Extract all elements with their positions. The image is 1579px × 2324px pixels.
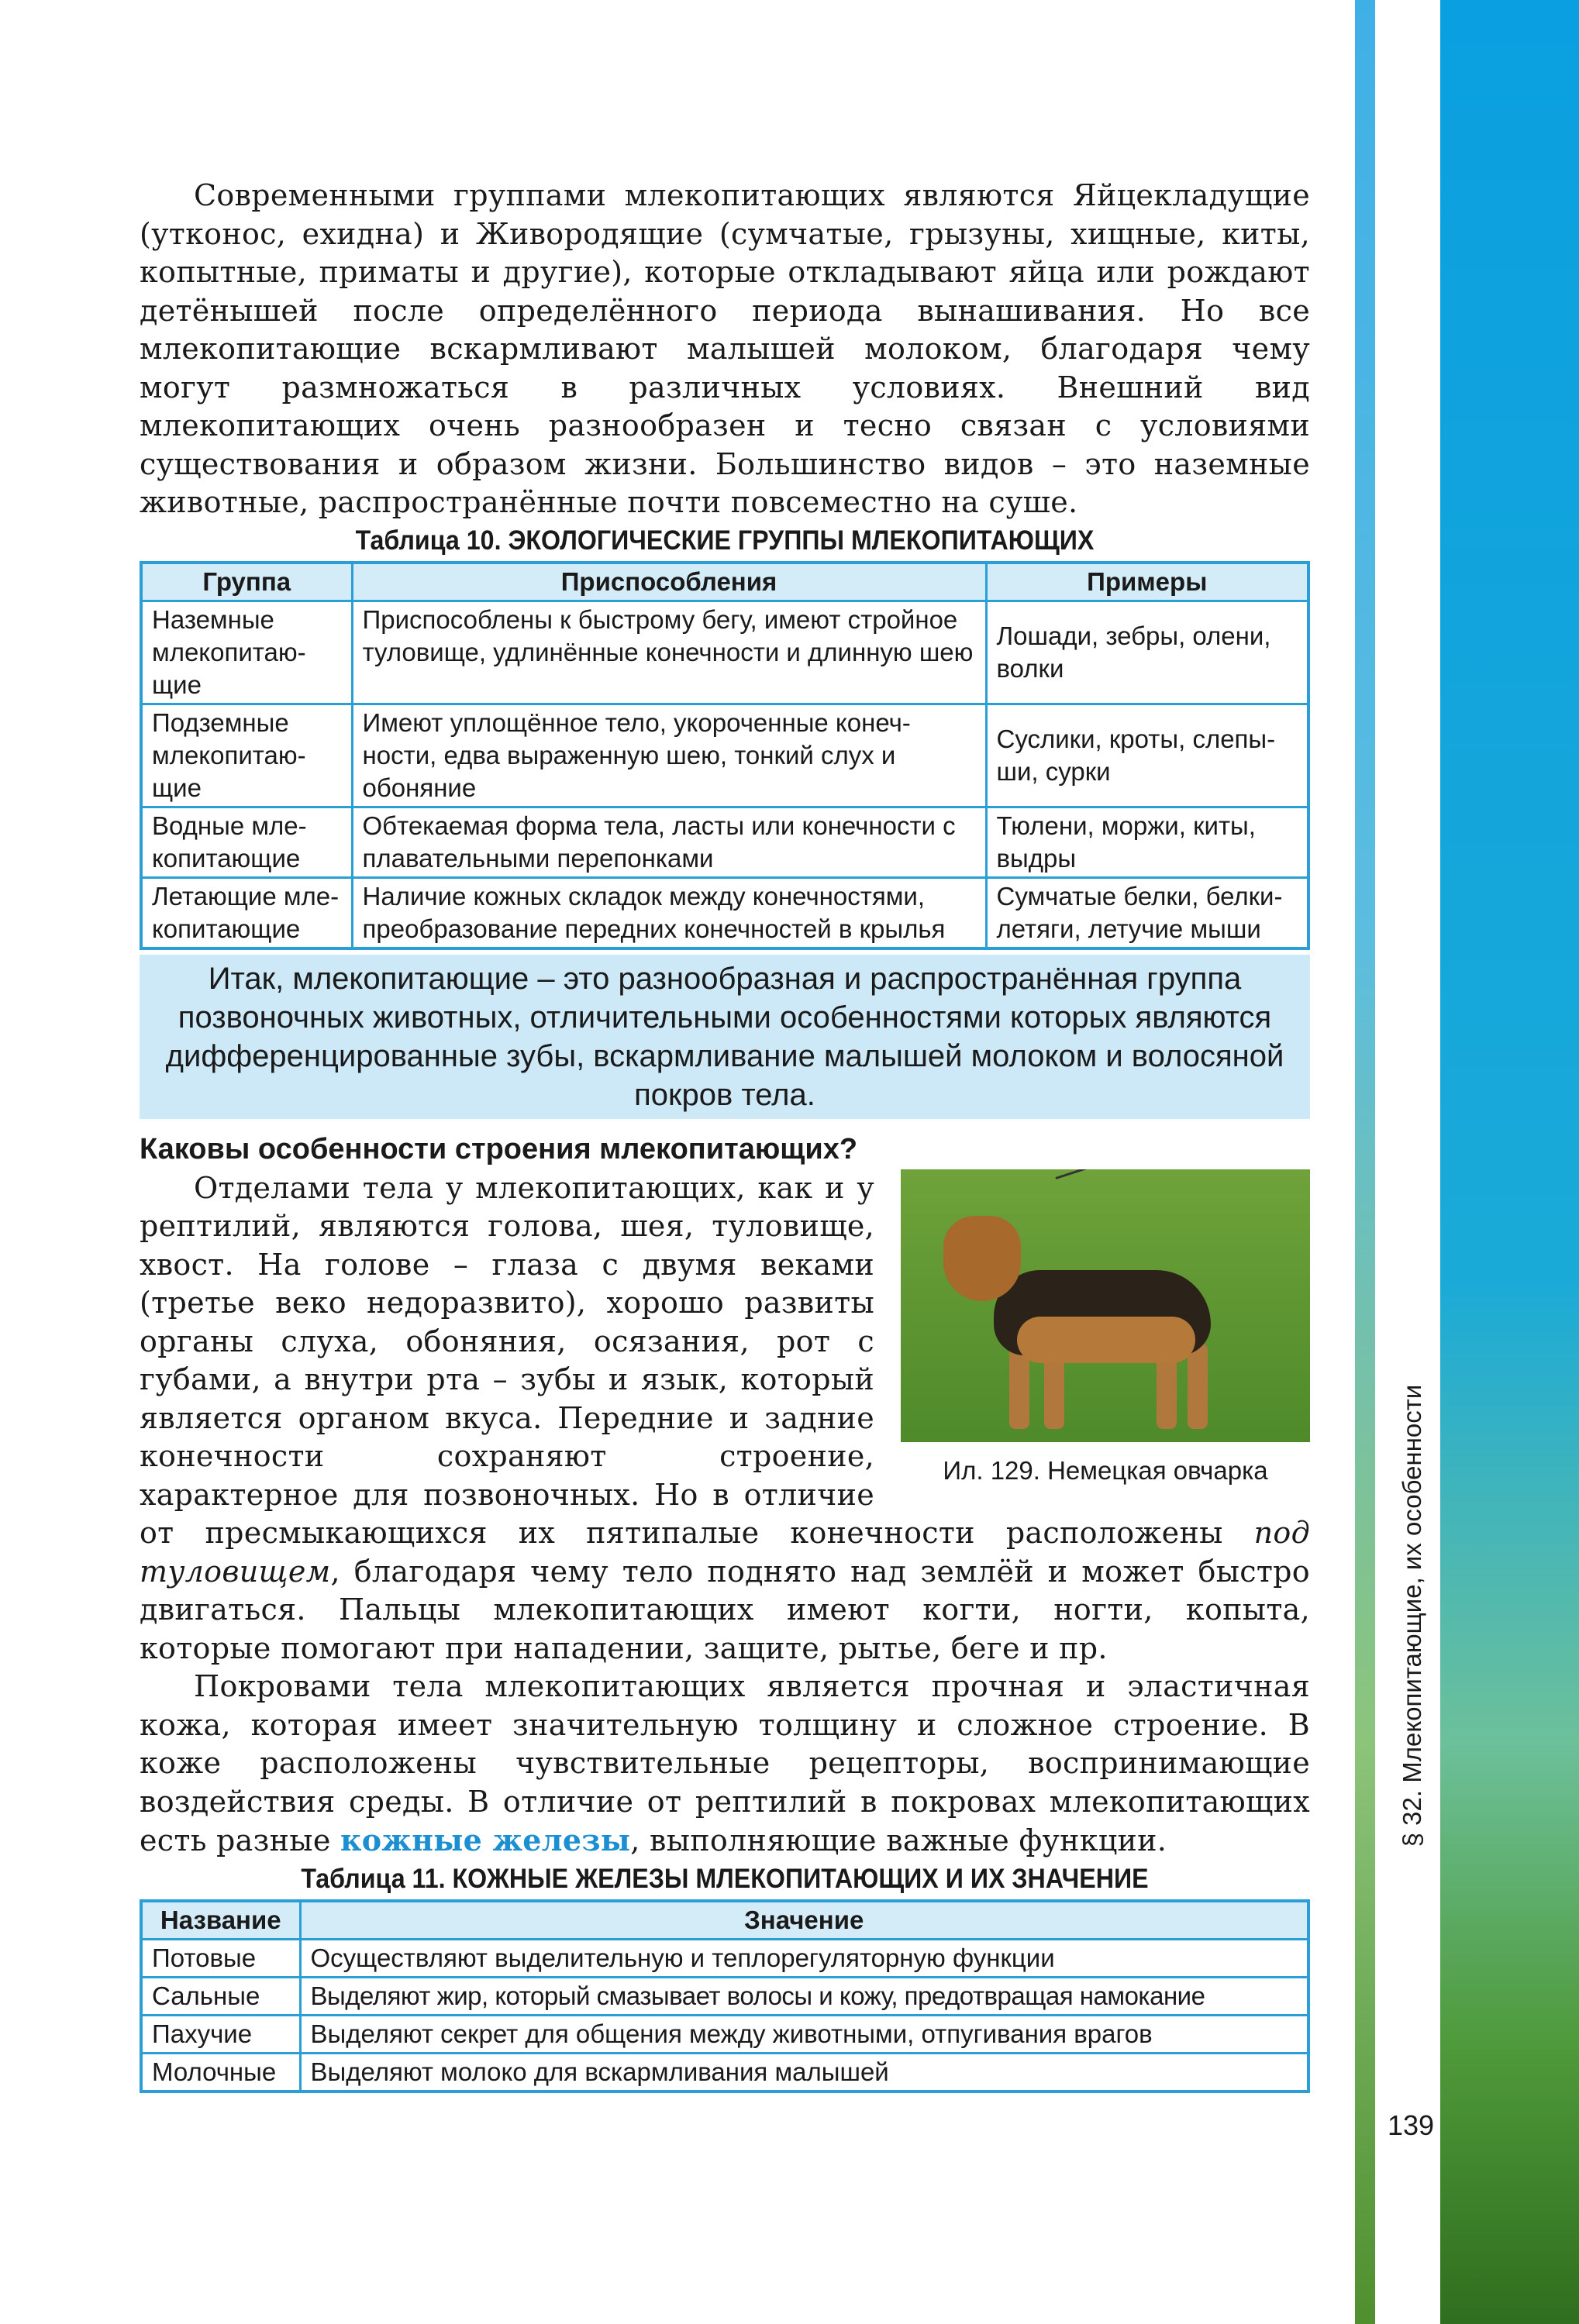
- sidebar-gradient-strip: [1355, 0, 1375, 2324]
- text: Отделами тела у млекопитающих, как и у рептилий, являются голова, шея, туловище, хвост. На голове – глаза с двумя веками (третье веко недоразвито), хорошо развиты органы слуха, обоняния, осязания, рот с губами, а внутри рта – зубы и язык, который является органом вкуса. Передние и задние конечности сохраняют строение, характерное для позвоночных. Но в отличие от пресмыкающихся их пятипалые конечности расположены: [140, 1170, 1254, 1550]
- table-ecological-groups: [140, 561, 1310, 950]
- cell-group: Летающие мле-копитающие: [141, 877, 352, 949]
- table-header-row: [141, 1901, 1308, 1940]
- column-header: Название: [141, 1901, 300, 1940]
- column-header: Примеры: [986, 563, 1308, 601]
- table-row: [141, 2053, 1308, 2092]
- cell-examples: Лошади, зебры, олени, волки: [986, 601, 1308, 704]
- cell-name: Потовые: [141, 1939, 300, 1977]
- table-row: [141, 601, 1308, 704]
- page-content: [140, 177, 1310, 2093]
- cell-meaning: Выделяют жир, который смазывает волосы и кожу, предотвращая намокание: [300, 1977, 1308, 2015]
- figure-german-shepherd: [901, 1169, 1310, 1486]
- chapter-title-vertical: § 32. Млекопитающие, их особенности: [1398, 1384, 1426, 1847]
- cell-group: Подземные млекопитаю-щие: [141, 704, 352, 807]
- cell-examples: Сумчатые белки, белки-летяги, летучие мыши: [986, 877, 1308, 949]
- sidebar-white-strip: [1375, 0, 1440, 2324]
- cell-group: Наземные млекопитаю-щие: [141, 601, 352, 704]
- table-skin-glands: [140, 1899, 1310, 2093]
- table-header-row: [141, 563, 1308, 601]
- term-skin-glands: кожные железы: [340, 1823, 631, 1857]
- cell-meaning: Осуществляют выделительную и теплорегуляторную функции: [300, 1939, 1308, 1977]
- table-row: [141, 877, 1308, 949]
- figure-caption: Ил. 129. Немецкая овчарка: [943, 1455, 1268, 1485]
- table-row: [141, 1939, 1308, 1977]
- cell-adaptations: Приспособлены к быстрому бегу, имеют стройное туловище, удлинённые конечности и длинную шею: [352, 601, 986, 704]
- cell-name: Пахучие: [141, 2015, 300, 2053]
- intro-paragraph: Современными группами млекопитающих являются Яйцекладущие (утконос, ехидна) и Живородящие (сумчатые, грызуны, хищные, киты, копытные, приматы и другие), которые откладывают яйца или рождают детёнышей после определённого периода вынашивания. Но все млекопитающие вскармливают малышей молоком, благодаря чему могут размножаться в различных условиях. Внешний вид млекопитающих очень разнообразен и тесно связан с условиями существования и образом жизни. Большинство видов – это наземные животные, распространённые почти повсеместно на суше.: [140, 178, 1310, 519]
- dog-photo: [901, 1169, 1310, 1442]
- cell-adaptations: Наличие кожных складок между конечностями, преобразование передних конечностей в крылья: [352, 877, 986, 949]
- table-row: [141, 807, 1308, 877]
- table11-title: Таблица 11. КОЖНЫЕ ЖЕЛЕЗЫ МЛЕКОПИТАЮЩИХ И ИХ ЗНАЧЕНИЕ: [301, 1863, 1149, 1894]
- cell-name: Сальные: [141, 1977, 300, 2015]
- column-header: Значение: [300, 1901, 1308, 1940]
- cell-adaptations: Имеют уплощённое тело, укороченные конеч-ности, едва выраженную шею, тонкий слух и обоняние: [352, 704, 986, 807]
- table-row: [141, 2015, 1308, 2053]
- table-row: [141, 704, 1308, 807]
- cell-examples: Тюлени, моржи, киты, выдры: [986, 807, 1308, 877]
- section-heading: Каковы особенности строения млекопитающих?: [140, 1132, 858, 1165]
- cell-adaptations: Обтекаемая форма тела, ласты или конечности с плавательными перепонками: [352, 807, 986, 877]
- column-header: Приспособления: [352, 563, 986, 601]
- cell-examples: Суслики, кроты, слепы-ши, сурки: [986, 704, 1308, 807]
- summary-box: Итак, млекопитающие – это разнообразная и распространённая группа позвоночных животных, отличительными особенностями которых являются дифференцированные зубы, вскармливание малышей молоком и волосяной покров тела.: [140, 955, 1310, 1119]
- column-header: Группа: [141, 563, 352, 601]
- italic-text: под туловищем: [140, 1516, 1310, 1589]
- text: , выполняющие важные функции.: [630, 1823, 1167, 1857]
- text: Покровами тела млекопитающих является прочная и эластичная кожа, которая имеет значительную толщину и сложное строение. В коже расположены чувствительные рецепторы, воспринимающие воздействия среды. В отличие от рептилий в покровах млекопитающих есть разные: [140, 1669, 1310, 1857]
- cell-name: Молочные: [141, 2053, 300, 2092]
- cell-meaning: Выделяют секрет для общения между животными, отпугивания врагов: [300, 2015, 1308, 2053]
- cell-meaning: Выделяют молоко для вскармливания малышей: [300, 2053, 1308, 2092]
- cell-group: Водные мле-копитающие: [141, 807, 352, 877]
- table-row: [141, 1977, 1308, 2015]
- table10-title: Таблица 10. ЭКОЛОГИЧЕСКИЕ ГРУППЫ МЛЕКОПИТАЮЩИХ: [355, 525, 1095, 556]
- sidebar-background: [1440, 0, 1579, 2324]
- body-paragraph-skin: [140, 1668, 1310, 1861]
- text: , благодаря чему тело поднято над землёй и может быстро двигаться. Пальцы млекопитающих имеют когти, ногти, копыта, которые помогают при нападении, защите, рытье, беге и пр.: [140, 1554, 1310, 1665]
- page-number: 139: [1388, 2109, 1435, 2141]
